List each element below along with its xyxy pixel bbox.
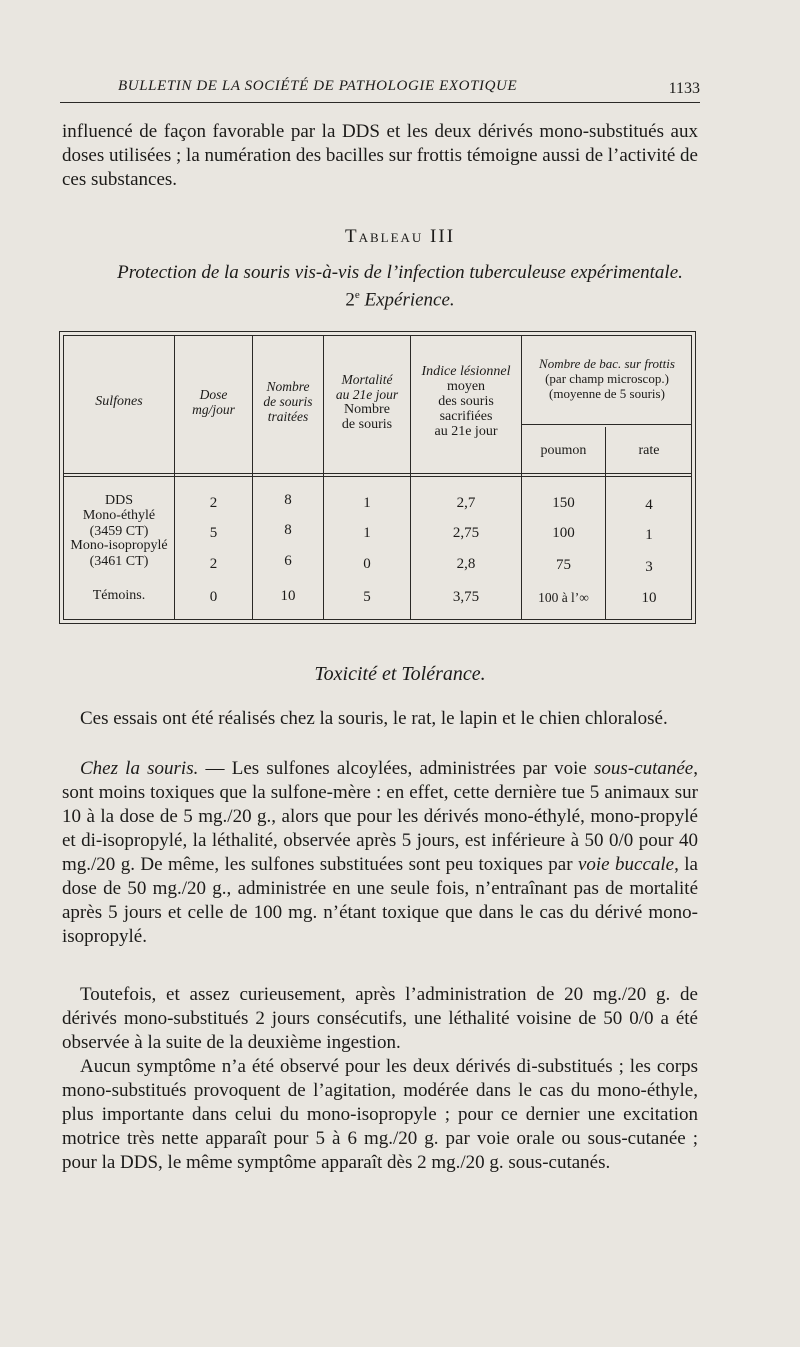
row-label-line: (3461 CT) xyxy=(89,554,149,569)
running-title: BULLETIN DE LA SOCIÉTÉ DE PATHOLOGIE EXOTIQUE xyxy=(118,78,518,94)
header-dose-line: mg/jour xyxy=(192,402,235,417)
section-title: Toxicité et Tolérance. xyxy=(314,663,486,685)
col-divider xyxy=(323,335,324,620)
header-poumon: poumon xyxy=(540,443,587,458)
cell-poumon: 100 xyxy=(552,525,575,541)
row-label xyxy=(64,508,174,540)
header-bacilles-line: (par champ microscop.) xyxy=(545,371,669,386)
paragraph xyxy=(62,757,698,949)
results-table xyxy=(59,331,696,624)
cell-nombre: 6 xyxy=(284,553,292,569)
cell-dose: 2 xyxy=(209,495,218,511)
cell-nombre: 8 xyxy=(284,492,292,508)
header-nombre-line: traitées xyxy=(267,409,309,424)
paragraph: Ces essais ont été réalisés chez la souris, le rat, le lapin et le chien chloralosé. xyxy=(80,708,668,729)
header-indice-line: au 21e jour xyxy=(434,424,498,439)
experiment-num: 2 xyxy=(345,289,355,311)
header-nombre xyxy=(253,379,323,424)
header-mortalite xyxy=(324,372,410,432)
header-mortalite-line: Nombre xyxy=(344,402,390,417)
cell-rate: 1 xyxy=(645,527,653,543)
experiment-number xyxy=(0,289,800,311)
cell-mortalite: 0 xyxy=(363,556,371,572)
col-divider xyxy=(174,335,175,620)
cell-rate: 10 xyxy=(641,590,657,606)
col-divider xyxy=(410,335,411,620)
header-dose xyxy=(175,387,252,417)
cell-dose: 5 xyxy=(209,525,218,541)
header-nombre-line: de souris xyxy=(263,394,313,409)
experiment-sup: e xyxy=(354,289,360,301)
header-dose-line: Dose xyxy=(199,387,228,402)
cell-nombre: 10 xyxy=(280,588,296,604)
header-indice-line: des souris xyxy=(438,394,494,409)
row-label: Témoins. xyxy=(92,588,146,603)
row-label xyxy=(64,538,174,570)
header-bacilles-line: Nombre de bac. sur frottis xyxy=(539,356,675,371)
header-sulfones: Sulfones xyxy=(95,394,143,409)
row-divider xyxy=(63,476,692,477)
cell-indice: 2,8 xyxy=(456,556,476,572)
col-divider xyxy=(521,335,522,620)
header-mortalite-line: de souris xyxy=(341,417,393,432)
paragraph-text: , sont moins toxiques que la sulfone-mère : en effet, cette dernière tue 5 animaux sur 10 à la dose de 5 mg./20 g., alors que pour les dérivés mono-éthylé, mono-propylé et di-isopropylé, la léthalité, observée après 5 jours, est inférieure à 50 0/0 pour 40 mg./20 g. De même, les sulfones substituées sont peu toxiques par xyxy=(62,758,698,875)
cell-indice: 2,7 xyxy=(456,495,476,511)
paragraph-text: — Les sulfones alcoylées, administrées par voie xyxy=(198,758,595,779)
col-divider xyxy=(252,335,253,620)
header-rate: rate xyxy=(638,443,660,458)
paragraph: Toutefois, et assez curieusement, après l’administration de 20 mg./20 g. de dérivés mono-substitués 2 jours consécutifs, une léthalité voisine de 50 0/0 a été observée à la suite de la deuxième ingestion. xyxy=(62,984,698,1053)
paragraph-text: , la dose de 50 mg./20 g., administrée en une seule fois, n’entraînant pas de mortalité après 5 jours et celle de 100 mg. n’étant toxique que dans le cas du dérivé mono-isopropylé. xyxy=(62,854,698,947)
table-caption: Protection de la souris vis-à-vis de l’infection tuberculeuse expérimentale. xyxy=(117,262,683,283)
header-mortalite-line: au 21e jour xyxy=(335,387,399,402)
cell-mortalite: 1 xyxy=(363,495,371,511)
header-indice-line: moyen xyxy=(446,379,486,394)
cell-nombre: 8 xyxy=(284,522,292,538)
header-nombre-line: Nombre xyxy=(266,379,310,394)
cell-indice: 3,75 xyxy=(452,589,480,605)
cell-rate: 3 xyxy=(645,559,653,575)
intro-paragraph: influencé de façon favorable par la DDS et les deux dérivés mono-substitués aux doses utilisées ; la numération des bacilles sur frottis témoigne aussi de l’activité de ces substances. xyxy=(62,121,698,190)
paragraph-emphasis: voie buccale xyxy=(577,854,675,875)
row-divider xyxy=(521,424,692,425)
cell-poumon: 100 à l’∞ xyxy=(538,590,589,605)
row-label-line: Mono-éthylé xyxy=(82,508,156,523)
paragraph-emphasis: sous-cutanée xyxy=(594,758,694,779)
header-bacilles-line: (moyenne de 5 souris) xyxy=(549,386,665,401)
header-mortalite-line: Mortalité xyxy=(341,372,393,387)
header-bacilles xyxy=(522,356,692,401)
cell-poumon: 75 xyxy=(556,557,571,573)
running-header xyxy=(60,74,700,103)
header-indice xyxy=(411,364,521,439)
row-divider xyxy=(63,473,692,474)
header-indice-line: Indice lésionnel xyxy=(421,364,511,379)
row-label-line: Mono-isopropylé xyxy=(70,538,168,553)
row-label: DDS xyxy=(104,493,133,508)
cell-poumon: 150 xyxy=(552,495,575,511)
header-indice-line: sacrifiées xyxy=(439,409,493,424)
col-divider xyxy=(605,427,606,620)
experiment-word: Expérience. xyxy=(364,289,455,311)
cell-mortalite: 5 xyxy=(363,589,371,605)
page-number: 1133 xyxy=(668,80,700,97)
paragraph: Aucun symptôme n’a été observé pour les deux dérivés di-substitués ; les corps mono-substitués provoquent de l’agitation, modérée dans le cas du mono-éthyle, plus importante dans celui du mono-isopropyle ; pour ce dernier une excitation motrice très nette apparaît pour 5 à 6 mg./20 g. par voie orale ou sous-cutanée ; pour la DDS, le même symptôme apparaît dès 2 mg./20 g. sous-cutanés. xyxy=(62,1056,698,1173)
table-label: Tableau III xyxy=(344,226,456,247)
cell-dose: 2 xyxy=(209,556,218,572)
cell-mortalite: 1 xyxy=(363,525,371,541)
cell-dose: 0 xyxy=(209,589,218,605)
row-label-line: (3459 CT) xyxy=(89,524,149,539)
paragraph-lead: Chez la souris. xyxy=(80,758,199,779)
cell-rate: 4 xyxy=(645,497,653,513)
cell-indice: 2,75 xyxy=(452,525,480,541)
